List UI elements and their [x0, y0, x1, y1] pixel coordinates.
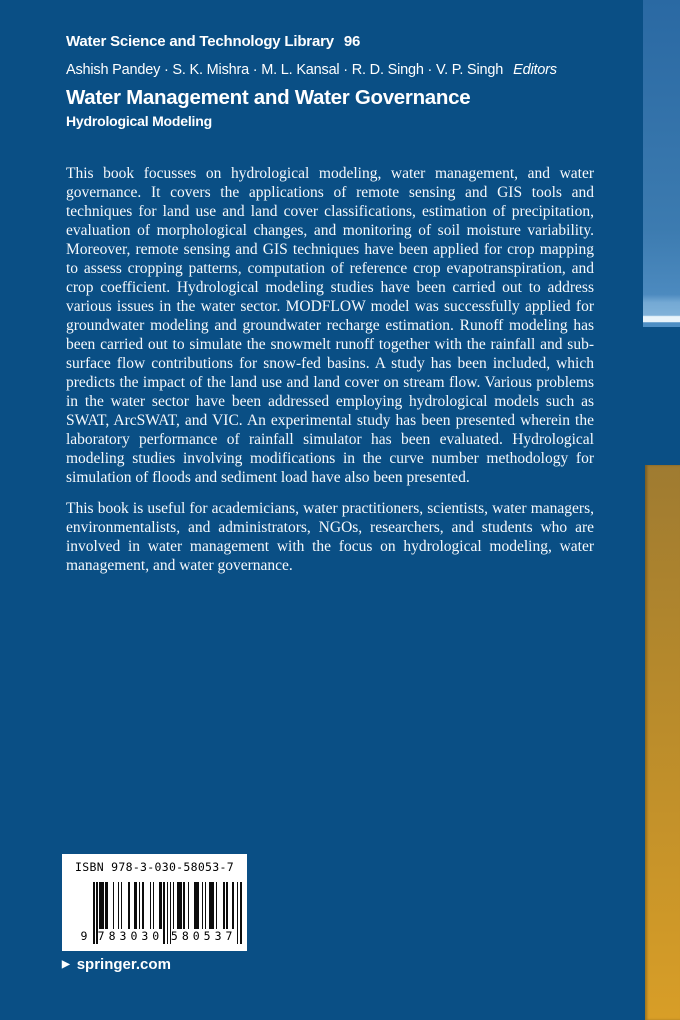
isbn-label: ISBN 978-3-030-58053-7: [75, 860, 234, 874]
book-subtitle: Hydrological Modeling: [66, 113, 212, 129]
back-cover-description: [66, 164, 594, 575]
springer-arrow-icon: ▶: [62, 958, 70, 970]
editors-label: Editors: [513, 62, 557, 78]
publisher-footer: [62, 956, 171, 973]
series-volume: 96: [343, 33, 361, 50]
series-title: Water Science and Technology Library: [66, 33, 334, 50]
barcode-digit-first: 9: [80, 929, 88, 943]
barcode-digits-right: 580537: [170, 929, 237, 943]
cover-header: [66, 33, 596, 129]
description-paragraph-1: This book focusses on hydrological modeling, water management, and water governance. It covers the applications of remote sensing and GIS tools and techniques for land use and land cover classifications, estimation of precipitation, evaluation of morphological changes, and monitoring of soil moisture variability. Moreover, remote sensing and GIS techniques have been applied for crop mapping to assess cropping patterns, computation of reference crop evapotranspiration, and crop coefficient. Hydrological modeling studies have been carried out to address various issues in the water sector. MODFLOW model was successfully applied for groundwater modeling and groundwater recharge estimation. Runoff modeling has been carried out to simulate the snowmelt runoff together with the rainfall and sub-surface flow contributions for snow-fed basins. A study has been included, which predicts the impact of the land use and land cover on stream flow. Various problems in the water sector have been addressed employing hydrological models such as SWAT, ArcSWAT, and VIC. An experimental study has been presented wherein the laboratory performance of rainfall simulator has been evaluated. Hydrological modeling studies involving modifications in the curve number methodology for simulation of floods and sediment load have also been presented.: [66, 165, 594, 486]
publisher-url: springer.com: [76, 956, 171, 973]
barcode-panel: [62, 854, 247, 951]
bottom-right-stripe-decoration: [645, 465, 680, 1020]
authors-line: [66, 62, 596, 78]
description-paragraph-2: This book is useful for academicians, water practitioners, scientists, water managers, environmentalists, and administrators, NGOs, researchers, and students who are involved in water management with the focus on hydrological modeling, water management, and water governance.: [66, 500, 594, 574]
barcode: [80, 882, 241, 944]
barcode-digits-left: 783030: [97, 929, 164, 943]
author-names: Ashish Pandey · S. K. Mishra · M. L. Kansal · R. D. Singh · V. P. Singh: [66, 62, 504, 78]
series-line: [66, 33, 596, 50]
top-right-stripe-decoration: [643, 0, 680, 327]
book-title: Water Management and Water Governance: [66, 86, 471, 109]
